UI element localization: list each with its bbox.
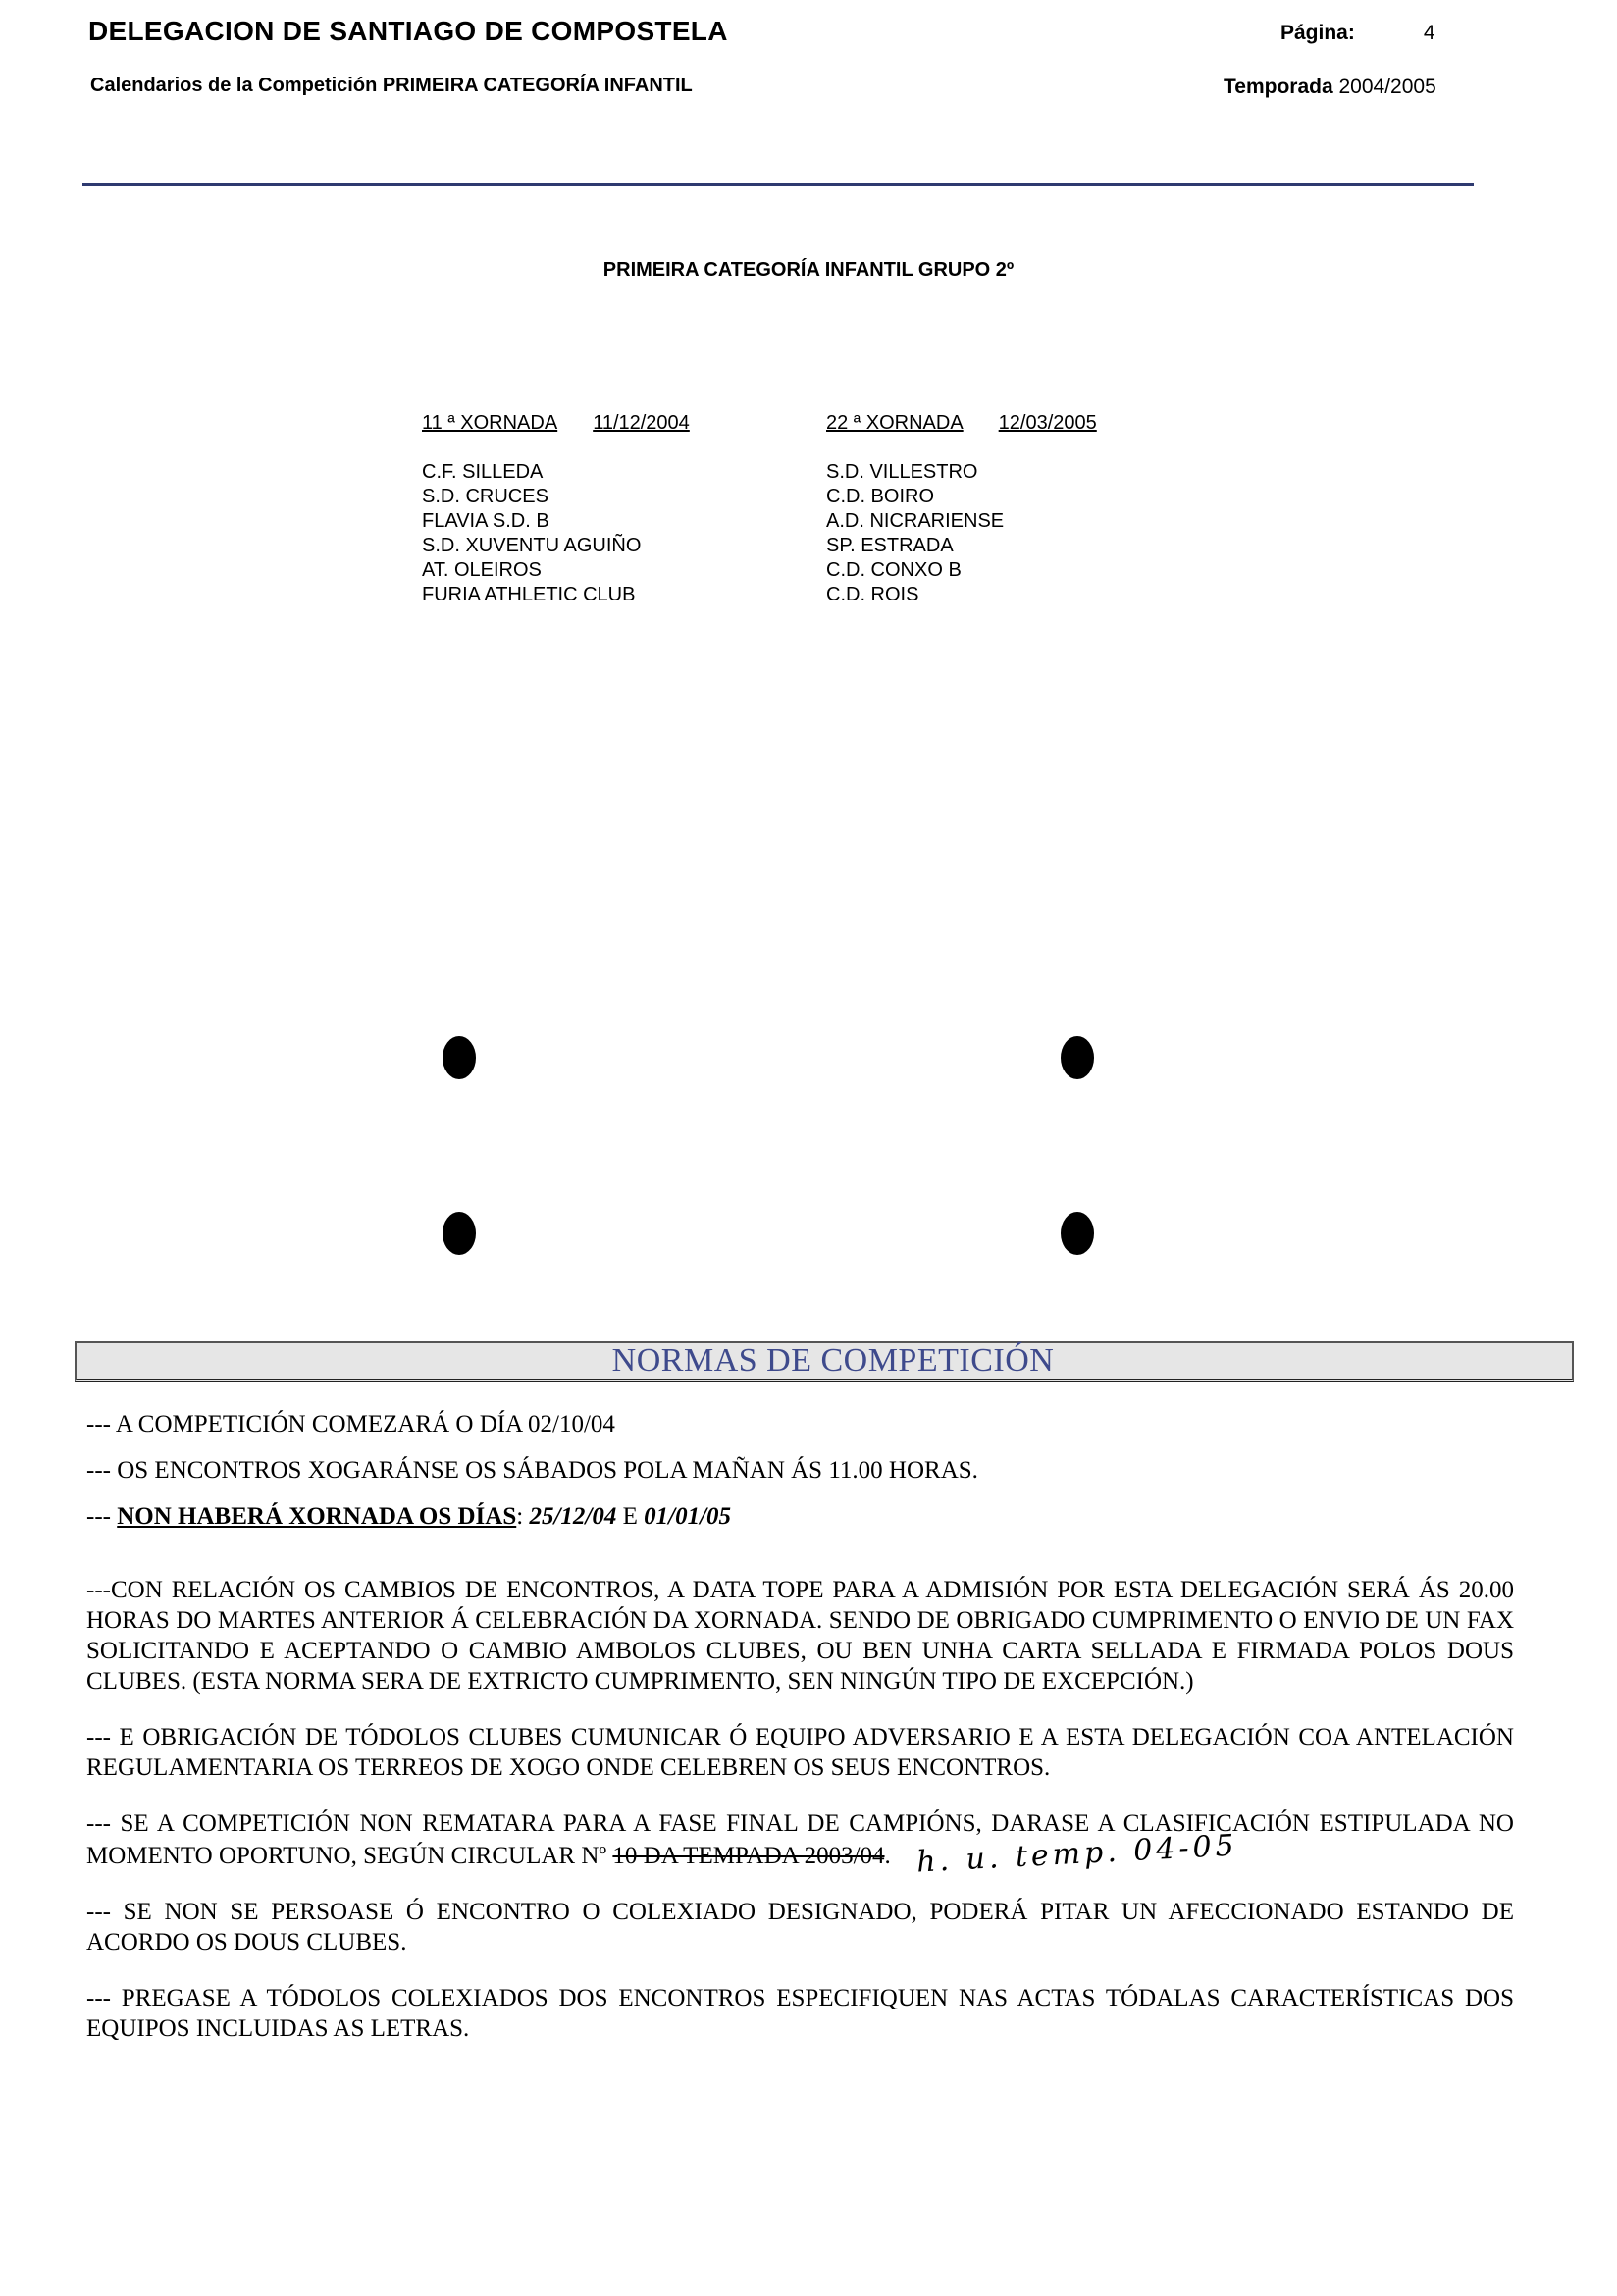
punch-hole: [443, 1212, 476, 1255]
norm-no-round: [86, 1501, 1514, 1532]
norm-match-time: --- OS ENCONTROS XOGARÁNSE OS SÁBADOS POLA MAÑAN ÁS 11.00 HORAS.: [86, 1457, 978, 1484]
season-label: Temporada: [1224, 76, 1333, 98]
team-item: S.D. CRUCES: [422, 486, 548, 507]
header-divider: [82, 183, 1474, 186]
season: [1224, 76, 1436, 99]
team-item: A.D. NICRARIENSE: [826, 510, 1005, 532]
team-item: AT. OLEIROS: [422, 559, 542, 581]
team-item: C.D. BOIRO: [826, 486, 935, 507]
norms-title: NORMAS DE COMPETICIÓN: [611, 1342, 1055, 1379]
punch-hole: [443, 1036, 476, 1079]
norm-period: .: [884, 1843, 891, 1869]
norm-and: E: [616, 1503, 645, 1530]
norm-referee: --- SE NON SE PERSOASE Ó ENCONTRO O COLEXIADO DESIGNADO, PODERÁ PITAR UN AFECCIONADO ESTANDO DE ACORDO OS DOUS CLUBES.: [86, 1899, 1514, 1956]
team-item: FURIA ATHLETIC CLUB: [422, 584, 636, 605]
header-subtitle: Calendarios de la Competición PRIMEIRA CATEGORÍA INFANTIL: [90, 75, 693, 96]
holiday-date-2: 01/01/05: [644, 1503, 732, 1530]
team-item: C.D. CONXO B: [826, 559, 962, 581]
team-item: S.D. VILLESTRO: [826, 461, 978, 483]
round-date: 11/12/2004: [593, 412, 690, 434]
norm-colon: :: [516, 1503, 530, 1530]
norm-match-reports: --- PREGASE A TÓDOLOS COLEXIADOS DOS ENCONTROS ESPECIFIQUEN NAS ACTAS TÓDALAS CARACTERÍSTICAS DOS EQUIPOS INCLUIDAS AS LETRAS.: [86, 1985, 1514, 2042]
page-label: Página:: [1280, 22, 1355, 44]
round-heading: [826, 412, 1097, 435]
norm-dashes: ---: [86, 1503, 118, 1530]
holiday-date-1: 25/12/04: [529, 1503, 617, 1530]
team-item: S.D. XUVENTU AGUIÑO: [422, 535, 642, 556]
team-list: [422, 460, 690, 607]
team-item: SP. ESTRADA: [826, 535, 954, 556]
norm-match-changes: ---CON RELACIÓN OS CAMBIOS DE ENCONTROS, A DATA TOPE PARA A ADMISIÓN POR ESTA DELEGACIÓN SERÁ ÁS 20.00 HORAS DO MARTES ANTERIOR Á CELEBRACIÓN DA XORNADA. SENDO DE OBRIGADO CUMPRIMENTO O ENVIO DE UN FAX SOLICITANDO E ACEPTANDO O CAMBIO AMBOLOS CLUBES, OU BEN UNHA CARTA SELLADA E FIRMADA POLOS DOUS CLUBES. (ESTA NORMA SERA DE EXTRICTO CUMPRIMENTO, SEN NINGÚN TIPO DE EXCEPCIÓN.): [86, 1577, 1514, 1695]
punch-hole: [1061, 1212, 1094, 1255]
season-value: 2004/2005: [1338, 76, 1436, 98]
team-item: C.D. ROIS: [826, 584, 919, 605]
page-number: 4: [1423, 22, 1435, 44]
norm-start-date: --- A COMPETICIÓN COMEZARÁ O DÍA 02/10/04: [86, 1411, 615, 1437]
norm-no-round-emphasis: NON HABERÁ XORNADA OS DÍAS: [117, 1503, 517, 1530]
group-title: PRIMEIRA CATEGORÍA INFANTIL GRUPO 2º: [602, 259, 1015, 281]
page-indicator: [1280, 22, 1435, 45]
round-heading: [422, 412, 690, 435]
round-label: 22 ª XORNADA: [826, 412, 964, 434]
header-title: DELEGACION DE SANTIAGO DE COMPOSTELA: [88, 16, 728, 46]
round-date: 12/03/2005: [998, 412, 1097, 434]
team-item: C.F. SILLEDA: [422, 461, 544, 483]
struck-text: 10 DA TEMPADA 2003/04: [612, 1843, 885, 1869]
round-22: [826, 412, 1097, 607]
norm-classification: [86, 1808, 1514, 1880]
norm-classification-text: --- SE A COMPETICIÓN NON REMATARA PARA A FASE FINAL DE CAMPIÓNS, DARASE A CLASIFICACIÓN ESTIPULADA NO MOMENTO OPORTUNO, SEGÚN CIRCULAR Nº: [86, 1810, 1514, 1869]
norms-body: [86, 1409, 1514, 2044]
team-list: [826, 460, 1097, 607]
round-11: [422, 412, 690, 607]
norm-venue-notice: --- E OBRIGACIÓN DE TÓDOLOS CLUBES CUMUNICAR Ó EQUIPO ADVERSARIO E A ESTA DELEGACIÓN COA ANTELACIÓN REGULAMENTARIA OS TERREOS DE XOGO ONDE CELEBREN OS SEUS ENCONTROS.: [86, 1724, 1514, 1781]
punch-hole: [1061, 1036, 1094, 1079]
handwritten-note: h. u. temp. 04-05: [915, 1828, 1239, 1880]
team-item: FLAVIA S.D. B: [422, 510, 549, 532]
round-label: 11 ª XORNADA: [422, 412, 558, 434]
